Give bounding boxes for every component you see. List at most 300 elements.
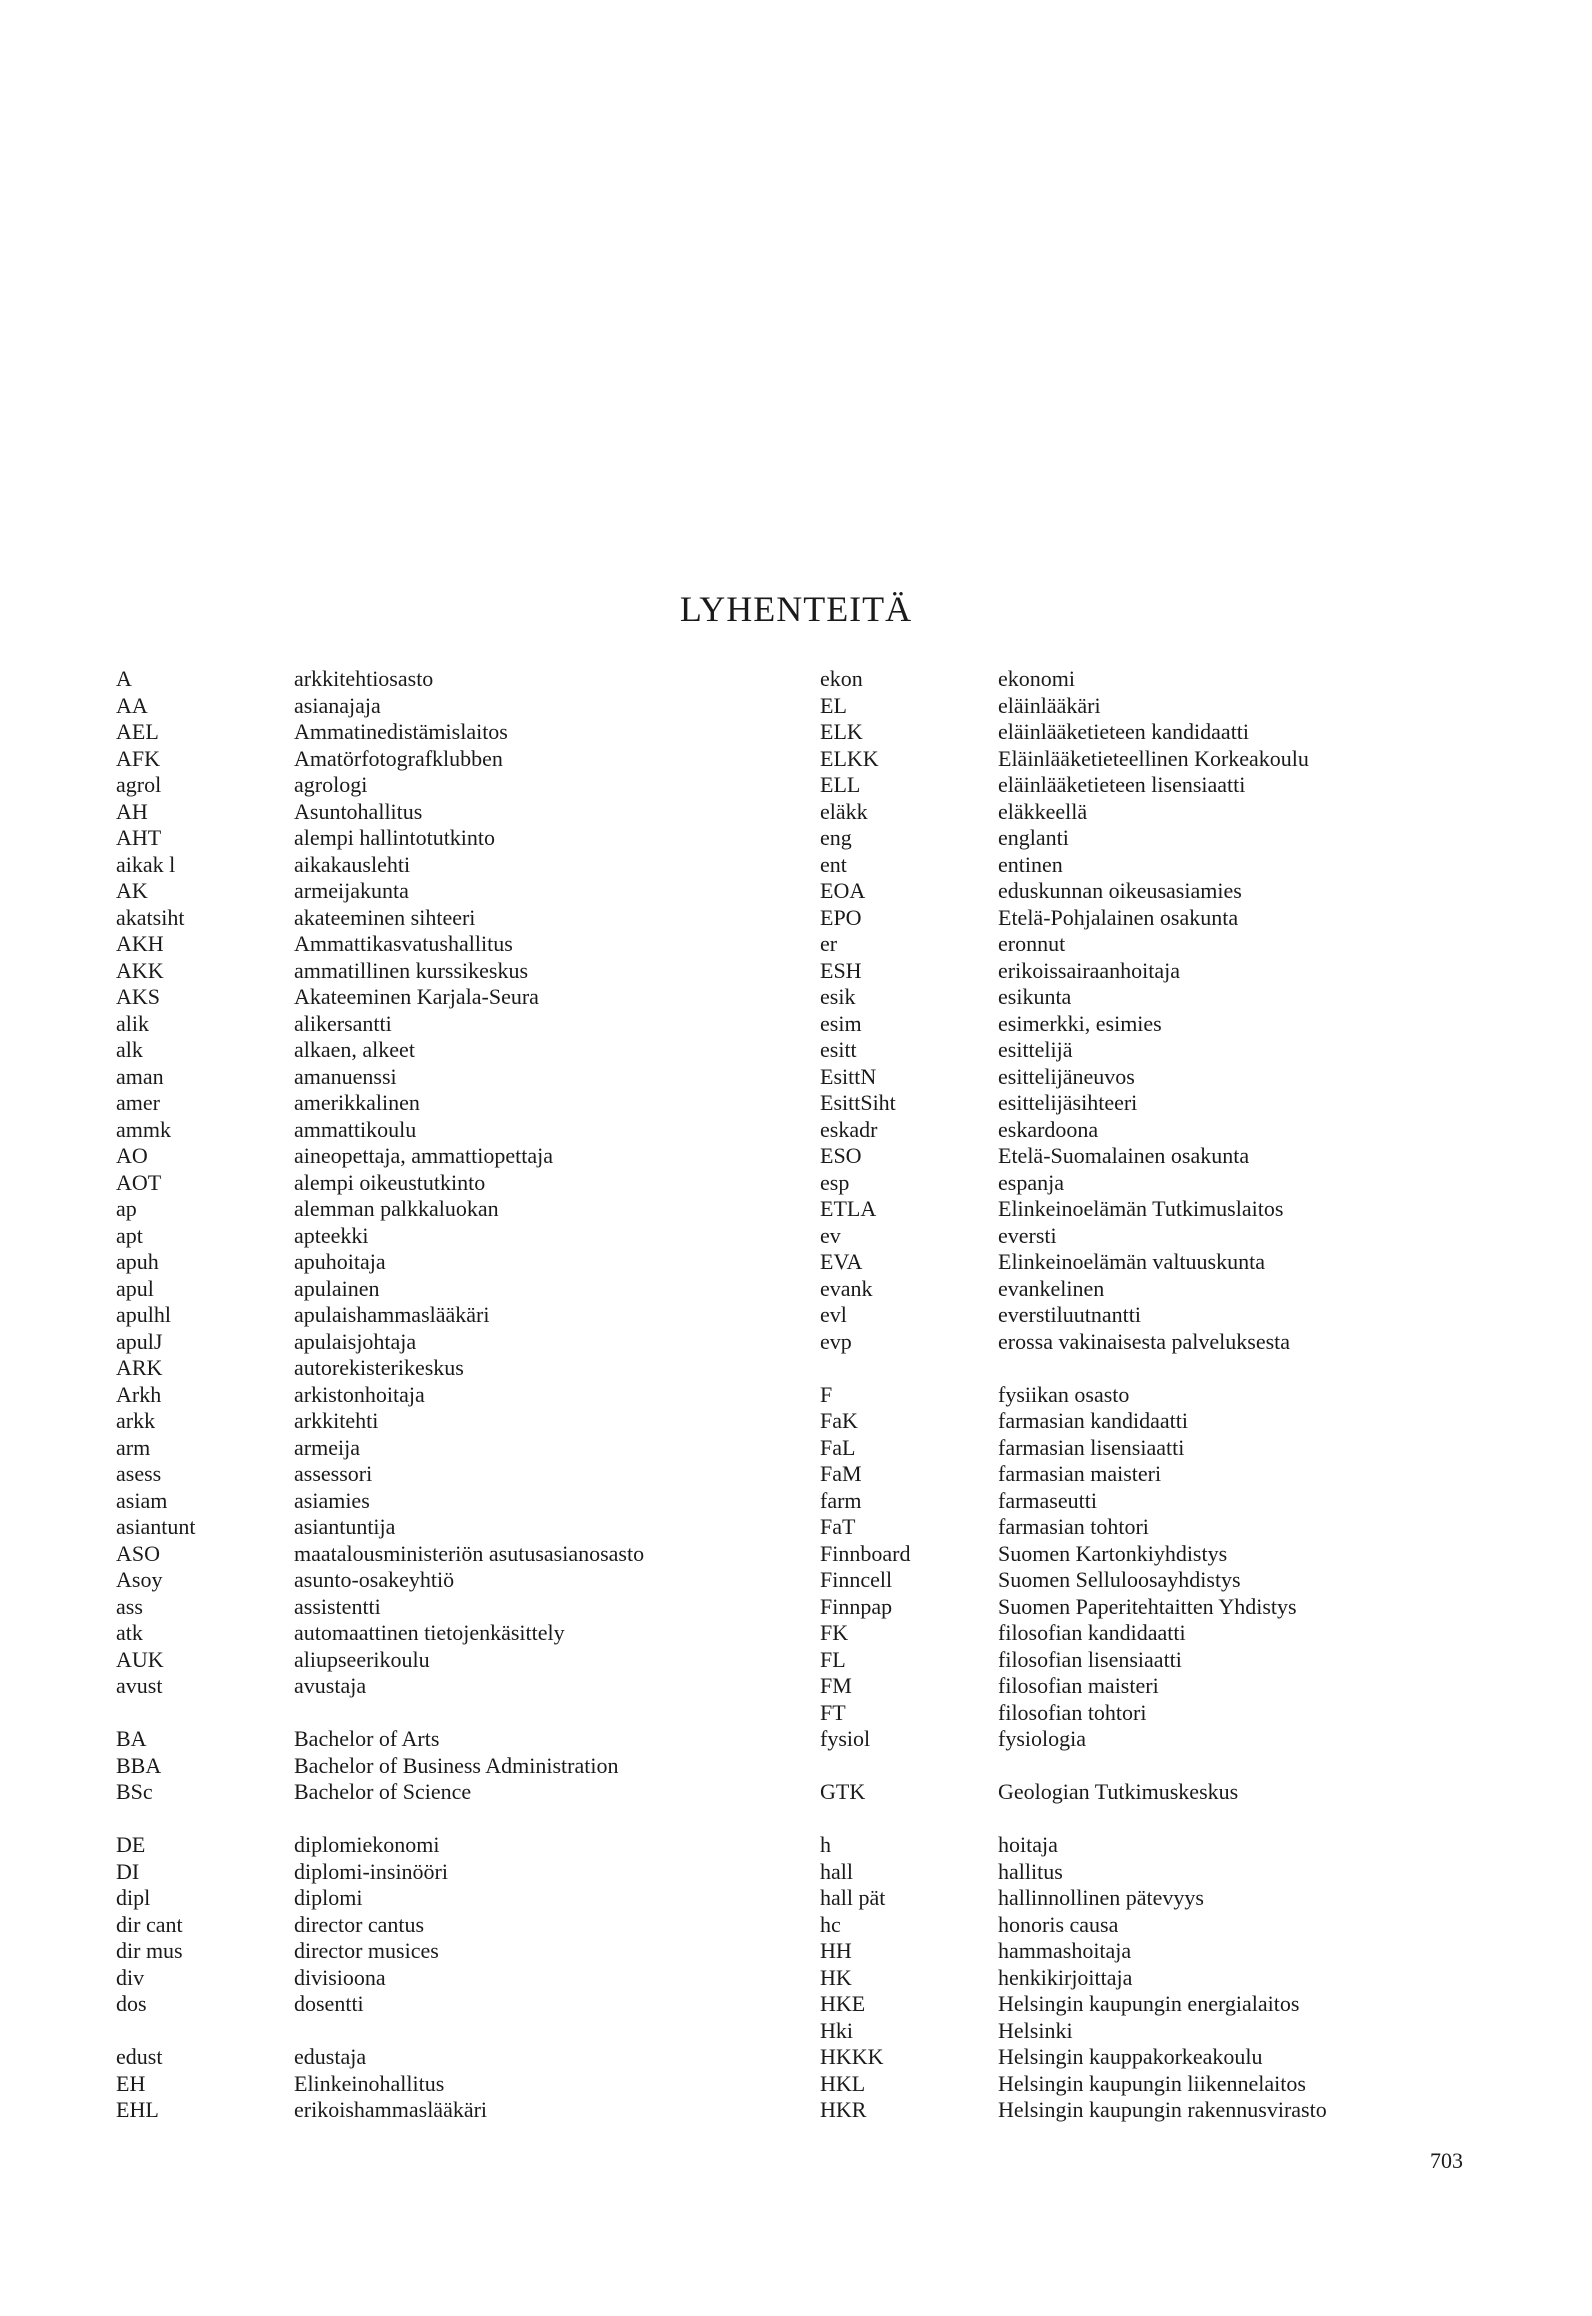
abbreviation-meaning: aineopettaja, ammattiopettaja [294,1143,553,1168]
abbreviation-term: Finncell [820,1567,893,1592]
abbreviation-term: ELL [820,772,861,797]
abbreviation-meaning: akateeminen sihteeri [294,904,476,930]
group-gap [820,1806,1327,1833]
abbreviation-meaning: armeijakunta [294,878,409,903]
abbreviation-meaning: Helsingin kauppakorkeakoulu [998,2044,1263,2069]
abbreviation-term: akatsiht [116,904,185,930]
abbreviation-term: arm [116,1434,151,1460]
abbreviation-entry [116,719,644,746]
abbreviation-term: asess [116,1461,162,1486]
abbreviation-entry [116,772,644,799]
abbreviation-term: ammk [116,1116,171,1142]
abbreviation-meaning: diplomiekonomi [294,1832,440,1857]
abbreviation-meaning: Suomen Selluloosayhdistys [998,1567,1241,1592]
abbreviation-meaning: alempi oikeustutkinto [294,1169,486,1195]
abbreviation-term: FK [820,1620,849,1645]
abbreviation-meaning: Helsingin kaupungin rakennusvirasto [998,2097,1327,2122]
abbreviation-meaning: eronnut [998,931,1066,956]
abbreviation-term: AOT [116,1169,162,1195]
abbreviation-term: farm [820,1487,862,1513]
abbreviation-entry [116,1223,644,1250]
abbreviation-term: asiam [116,1487,168,1513]
group-gap [116,2018,644,2045]
abbreviation-entry [116,1170,644,1197]
abbreviation-meaning: Asuntohallitus [294,798,423,824]
abbreviation-term: ETLA [820,1196,877,1221]
abbreviation-entry [820,1620,1327,1647]
abbreviation-term: FaL [820,1434,856,1460]
abbreviation-term: BBA [116,1752,162,1778]
abbreviation-term: h [820,1832,831,1857]
abbreviation-meaning: alemman palkkaluokan [294,1196,499,1221]
abbreviation-term: ev [820,1222,841,1248]
abbreviation-entry [116,1302,644,1329]
abbreviation-meaning: entinen [998,851,1063,877]
abbreviation-meaning: hammashoitaja [998,1938,1132,1963]
abbreviation-term: EHL [116,2097,159,2122]
abbreviation-entry [116,1912,644,1939]
abbreviation-meaning: ammattikoulu [294,1116,417,1142]
abbreviation-entry [116,1037,644,1064]
abbreviation-entry [116,1859,644,1886]
abbreviation-term: div [116,1964,145,1990]
abbreviation-meaning: farmasian tohtori [998,1514,1149,1539]
abbreviation-entry [820,1329,1327,1356]
abbreviation-entry [116,1408,644,1435]
abbreviation-term: AK [116,878,148,903]
group-gap [820,1355,1327,1382]
abbreviation-entry [820,1435,1327,1462]
abbreviation-term: AFK [116,745,161,771]
abbreviation-term: aman [116,1063,164,1089]
abbreviation-term: hall [820,1858,853,1884]
abbreviation-term: apul [116,1275,154,1301]
abbreviation-meaning: Amatörfotografklubben [294,745,503,771]
abbreviation-term: FaK [820,1408,858,1433]
abbreviation-term: EsittSiht [820,1090,896,1115]
abbreviation-entry [820,2071,1327,2098]
abbreviation-entry [820,1885,1327,1912]
abbreviation-entry [116,1620,644,1647]
abbreviation-term: edust [116,2044,163,2069]
abbreviation-entry [820,1143,1327,1170]
abbreviation-meaning: ammatillinen kurssikeskus [294,957,529,983]
abbreviation-entry [820,799,1327,826]
abbreviation-entry [820,1594,1327,1621]
abbreviation-meaning: evankelinen [998,1275,1105,1301]
abbreviation-entry [820,1488,1327,1515]
abbreviation-term: ELK [820,719,863,744]
abbreviation-meaning: Bachelor of Business Administration [294,1752,619,1778]
abbreviation-meaning: fysiologia [998,1726,1086,1751]
abbreviation-meaning: farmasian kandidaatti [998,1408,1188,1433]
abbreviation-entry [820,1726,1327,1753]
abbreviation-entry [820,1249,1327,1276]
abbreviation-entry [820,1037,1327,1064]
abbreviation-meaning: Geologian Tutkimuskeskus [998,1779,1239,1804]
abbreviation-meaning: amerikkalinen [294,1090,420,1115]
abbreviation-entry [116,746,644,773]
abbreviation-meaning: divisioona [294,1964,386,1990]
abbreviation-entry [116,1647,644,1674]
abbreviation-term: Arkh [116,1381,162,1407]
abbreviation-meaning: eduskunnan oikeusasiamies [998,878,1242,903]
abbreviation-meaning: apulaisjohtaja [294,1328,417,1354]
abbreviation-meaning: eläinlääkäri [998,692,1101,718]
abbreviation-entry [116,666,644,693]
abbreviation-entry [116,1382,644,1409]
abbreviation-term: BSc [116,1779,153,1804]
abbreviation-term: evank [820,1275,873,1301]
abbreviation-term: hc [820,1911,841,1937]
abbreviation-entry [116,878,644,905]
abbreviation-term: Finnpap [820,1593,893,1619]
abbreviation-meaning: everstiluutnantti [998,1302,1141,1327]
abbreviation-term: ap [116,1196,137,1221]
abbreviation-term: A [116,666,132,691]
abbreviation-meaning: eläinlääketieteen kandidaatti [998,719,1250,744]
abbreviation-entry [820,1541,1327,1568]
abbreviation-meaning: Etelä-Suomalainen osakunta [998,1143,1250,1168]
abbreviation-entry [116,1355,644,1382]
abbreviation-term: DE [116,1832,146,1857]
abbreviation-term: FaT [820,1514,856,1539]
abbreviation-entry [820,2018,1327,2045]
abbreviation-meaning: Helsingin kaupungin liikennelaitos [998,2070,1306,2096]
abbreviation-term: EL [820,692,847,718]
abbreviation-entry [116,984,644,1011]
abbreviation-meaning: arkistonhoitaja [294,1381,425,1407]
abbreviation-term: ARK [116,1355,163,1380]
abbreviation-meaning: autorekisterikeskus [294,1355,464,1380]
abbreviation-term: hall pät [820,1885,886,1910]
abbreviation-meaning: Helsinki [998,2017,1073,2043]
abbreviation-meaning: esikunta [998,984,1072,1009]
abbreviation-entry [116,799,644,826]
abbreviation-column-left [116,666,644,2124]
abbreviation-entry [820,1912,1327,1939]
abbreviation-term: evp [820,1328,852,1354]
abbreviation-meaning: farmasian lisensiaatti [998,1434,1185,1460]
abbreviation-meaning: aikakauslehti [294,851,411,877]
abbreviation-entry [116,1673,644,1700]
abbreviation-term: er [820,931,838,956]
abbreviation-entry [116,852,644,879]
abbreviation-term: apulhl [116,1302,171,1327]
abbreviation-meaning: apulainen [294,1275,380,1301]
abbreviation-entry [116,1461,644,1488]
abbreviation-entry [820,825,1327,852]
abbreviation-entry [116,1011,644,1038]
abbreviation-term: dos [116,1991,147,2016]
page-number: 703 [1430,2148,1463,2173]
abbreviation-meaning: diplomi [294,1885,363,1910]
abbreviation-entry [820,1647,1327,1674]
abbreviation-meaning: apteekki [294,1222,369,1248]
abbreviation-meaning: alempi hallintotutkinto [294,825,496,850]
abbreviation-meaning: avustaja [294,1673,367,1698]
abbreviation-term: GTK [820,1779,866,1804]
abbreviation-term: EsittN [820,1063,877,1089]
abbreviation-entry [820,1408,1327,1435]
abbreviation-term: dir mus [116,1938,183,1963]
abbreviation-meaning: Bachelor of Science [294,1779,472,1804]
abbreviation-entry [820,1938,1327,1965]
abbreviation-entry [116,1196,644,1223]
abbreviation-term: esitt [820,1037,857,1062]
abbreviation-entry [820,1064,1327,1091]
abbreviation-term: eng [820,825,852,850]
abbreviation-meaning: Suomen Paperitehtaitten Yhdistys [998,1593,1297,1619]
abbreviation-term: HKKK [820,2044,884,2069]
abbreviation-entry [820,1779,1327,1806]
abbreviation-entry [820,1276,1327,1303]
abbreviation-entry [116,1064,644,1091]
abbreviation-meaning: esittelijä [998,1037,1073,1062]
abbreviation-entry [820,693,1327,720]
abbreviation-entry [820,666,1327,693]
abbreviation-entry [116,2044,644,2071]
abbreviation-term: arkk [116,1408,156,1433]
abbreviation-term: AO [116,1143,148,1168]
abbreviation-meaning: diplomi-insinööri [294,1858,448,1884]
abbreviation-entry [820,958,1327,985]
abbreviation-meaning: aliupseerikoulu [294,1646,430,1672]
abbreviation-term: ESH [820,957,862,983]
abbreviation-meaning: Akateeminen Karjala-Seura [294,984,539,1009]
abbreviation-meaning: filosofian tohtori [998,1699,1147,1725]
abbreviation-term: HKE [820,1991,866,2016]
abbreviation-term: EH [116,2070,146,2096]
abbreviation-entry [820,719,1327,746]
abbreviation-term: esik [820,984,856,1009]
abbreviation-term: ESO [820,1143,862,1168]
abbreviation-meaning: assistentti [294,1593,381,1619]
abbreviation-meaning: ekonomi [998,666,1075,691]
abbreviation-entry [116,1885,644,1912]
abbreviation-term: ent [820,851,847,877]
abbreviation-entry [820,746,1327,773]
abbreviation-term: HKR [820,2097,867,2122]
abbreviation-term: agrol [116,772,162,797]
abbreviation-meaning: eläinlääketieteen lisensiaatti [998,772,1246,797]
abbreviation-meaning: filosofian lisensiaatti [998,1646,1182,1672]
abbreviation-entry [116,1726,644,1753]
abbreviation-entry [116,1753,644,1780]
abbreviation-entry [820,1223,1327,1250]
abbreviation-term: EOA [820,878,866,903]
abbreviation-entry [116,905,644,932]
abbreviation-meaning: director cantus [294,1911,425,1937]
abbreviation-entry [820,1090,1327,1117]
abbreviation-term: HK [820,1964,852,1990]
abbreviation-entry [820,931,1327,958]
abbreviation-entry [116,1965,644,1992]
abbreviation-meaning: eläkkeellä [998,798,1088,824]
abbreviation-term: eläkk [820,798,868,824]
abbreviation-entry [116,1488,644,1515]
abbreviation-term: Finnboard [820,1540,911,1566]
abbreviation-entry [820,1567,1327,1594]
abbreviation-entry [820,1196,1327,1223]
abbreviation-entry [820,1170,1327,1197]
abbreviation-term: dipl [116,1885,151,1910]
abbreviation-entry [116,1329,644,1356]
abbreviation-term: esp [820,1169,850,1195]
abbreviation-entry [116,958,644,985]
abbreviation-entry [820,1700,1327,1727]
abbreviation-entry [116,1143,644,1170]
abbreviation-entry [116,1832,644,1859]
abbreviation-meaning: farmaseutti [998,1487,1097,1513]
abbreviation-term: AH [116,798,148,824]
abbreviation-entry [116,1938,644,1965]
abbreviation-meaning: englanti [998,825,1069,850]
abbreviation-meaning: Ammatinedistämislaitos [294,719,508,744]
abbreviation-term: HKL [820,2070,866,2096]
abbreviation-term: AKK [116,957,164,983]
abbreviation-term: F [820,1381,833,1407]
abbreviation-term: AA [116,692,148,718]
abbreviation-meaning: esimerkki, esimies [998,1010,1162,1036]
abbreviation-meaning: arkkitehti [294,1408,379,1433]
abbreviation-entry [820,905,1327,932]
abbreviation-entry [116,1117,644,1144]
abbreviation-meaning: filosofian maisteri [998,1673,1159,1698]
group-gap [116,1806,644,1833]
abbreviation-term: AEL [116,719,159,744]
abbreviation-term: FM [820,1673,852,1698]
abbreviation-term: alk [116,1037,143,1062]
abbreviation-entry [116,693,644,720]
abbreviation-term: fysiol [820,1726,871,1751]
abbreviation-term: Hki [820,2017,853,2043]
abbreviation-meaning: erossa vakinaisesta palveluksesta [998,1328,1291,1354]
abbreviation-meaning: filosofian kandidaatti [998,1620,1186,1645]
abbreviation-entry [820,1673,1327,1700]
abbreviation-term: ELKK [820,745,879,771]
abbreviation-term: FL [820,1646,846,1672]
abbreviation-meaning: asiamies [294,1487,370,1513]
abbreviation-meaning: maatalousministeriön asutusasianosasto [294,1540,645,1566]
abbreviation-meaning: esittelijäsihteeri [998,1090,1138,1115]
abbreviation-entry [820,1382,1327,1409]
abbreviation-entry [116,1514,644,1541]
abbreviation-entry [820,984,1327,1011]
abbreviation-entry [820,1461,1327,1488]
abbreviation-term: Asoy [116,1567,163,1592]
abbreviation-entry [116,1991,644,2018]
abbreviation-meaning: assessori [294,1461,373,1486]
abbreviation-term: avust [116,1673,163,1698]
abbreviation-entry [116,1541,644,1568]
abbreviation-meaning: director musices [294,1938,439,1963]
abbreviation-meaning: Elinkeinohallitus [294,2070,445,2096]
abbreviation-meaning: edustaja [294,2044,367,2069]
abbreviation-entry [820,772,1327,799]
abbreviation-entry [116,1090,644,1117]
abbreviation-term: EPO [820,904,862,930]
abbreviation-term: eskadr [820,1116,878,1142]
abbreviation-meaning: eskardoona [998,1116,1099,1142]
abbreviation-meaning: Elinkeinoelämän valtuuskunta [998,1249,1265,1274]
abbreviation-entry [820,2044,1327,2071]
abbreviation-entry [820,2097,1327,2124]
abbreviation-entry [820,1832,1327,1859]
abbreviation-entry [820,1302,1327,1329]
abbreviation-column-right [820,666,1327,2124]
abbreviation-term: apulJ [116,1328,163,1354]
abbreviation-meaning: automaattinen tietojenkäsittely [294,1620,565,1645]
abbreviation-entry [116,825,644,852]
abbreviation-entry [116,931,644,958]
abbreviation-term: ekon [820,666,863,691]
abbreviation-meaning: Bachelor of Arts [294,1726,440,1751]
abbreviation-meaning: fysiikan osasto [998,1381,1130,1407]
abbreviation-meaning: espanja [998,1169,1064,1195]
abbreviation-term: asiantunt [116,1514,196,1539]
abbreviation-term: esim [820,1010,862,1036]
abbreviation-entry [116,2071,644,2098]
abbreviation-entry [116,2097,644,2124]
abbreviation-meaning: hallitus [998,1858,1063,1884]
abbreviation-meaning: Suomen Kartonkiyhdistys [998,1540,1228,1566]
abbreviation-term: atk [116,1620,143,1645]
abbreviation-term: apuh [116,1249,159,1274]
abbreviation-term: alik [116,1010,149,1036]
abbreviation-term: AKS [116,984,161,1009]
abbreviation-entry [820,1011,1327,1038]
abbreviation-entry [820,878,1327,905]
abbreviation-meaning: Elinkeinoelämän Tutkimuslaitos [998,1196,1284,1221]
abbreviation-term: dir cant [116,1911,183,1937]
abbreviation-meaning: erikoissairaanhoitaja [998,957,1181,983]
abbreviation-meaning: erikoishammaslääkäri [294,2097,488,2122]
abbreviation-term: DI [116,1858,140,1884]
abbreviation-meaning: alkaen, alkeet [294,1037,415,1062]
abbreviation-meaning: asunto-osakeyhtiö [294,1567,455,1592]
abbreviation-term: EVA [820,1249,863,1274]
abbreviation-entry [820,1859,1327,1886]
abbreviation-meaning: farmasian maisteri [998,1461,1162,1486]
abbreviation-entry [116,1435,644,1462]
abbreviation-term: amer [116,1090,160,1115]
page-title: LYHENTEITÄ [679,589,913,629]
abbreviation-meaning: arkkitehtiosasto [294,666,434,691]
abbreviation-term: aikak l [116,851,176,877]
abbreviation-meaning: alikersantti [294,1010,392,1036]
abbreviation-meaning: Eläinlääketieteellinen Korkeakoulu [998,745,1309,771]
abbreviation-term: evl [820,1302,847,1327]
abbreviation-term: ASO [116,1540,161,1566]
abbreviation-meaning: honoris causa [998,1911,1119,1937]
abbreviation-meaning: Helsingin kaupungin energialaitos [998,1991,1300,2016]
abbreviation-entry [820,1965,1327,1992]
abbreviation-term: apt [116,1222,143,1248]
abbreviation-entry [116,1779,644,1806]
abbreviation-meaning: eversti [998,1222,1057,1248]
abbreviation-meaning: asiantuntija [294,1514,396,1539]
abbreviation-entry [116,1567,644,1594]
abbreviation-meaning: apuhoitaja [294,1249,386,1274]
abbreviation-term: FT [820,1699,846,1725]
abbreviation-term: AKH [116,931,164,956]
abbreviation-meaning: Ammattikasvatushallitus [294,931,513,956]
abbreviation-meaning: esittelijäneuvos [998,1063,1135,1089]
abbreviation-entry [116,1249,644,1276]
abbreviation-term: AUK [116,1646,164,1672]
abbreviation-entry [820,1117,1327,1144]
